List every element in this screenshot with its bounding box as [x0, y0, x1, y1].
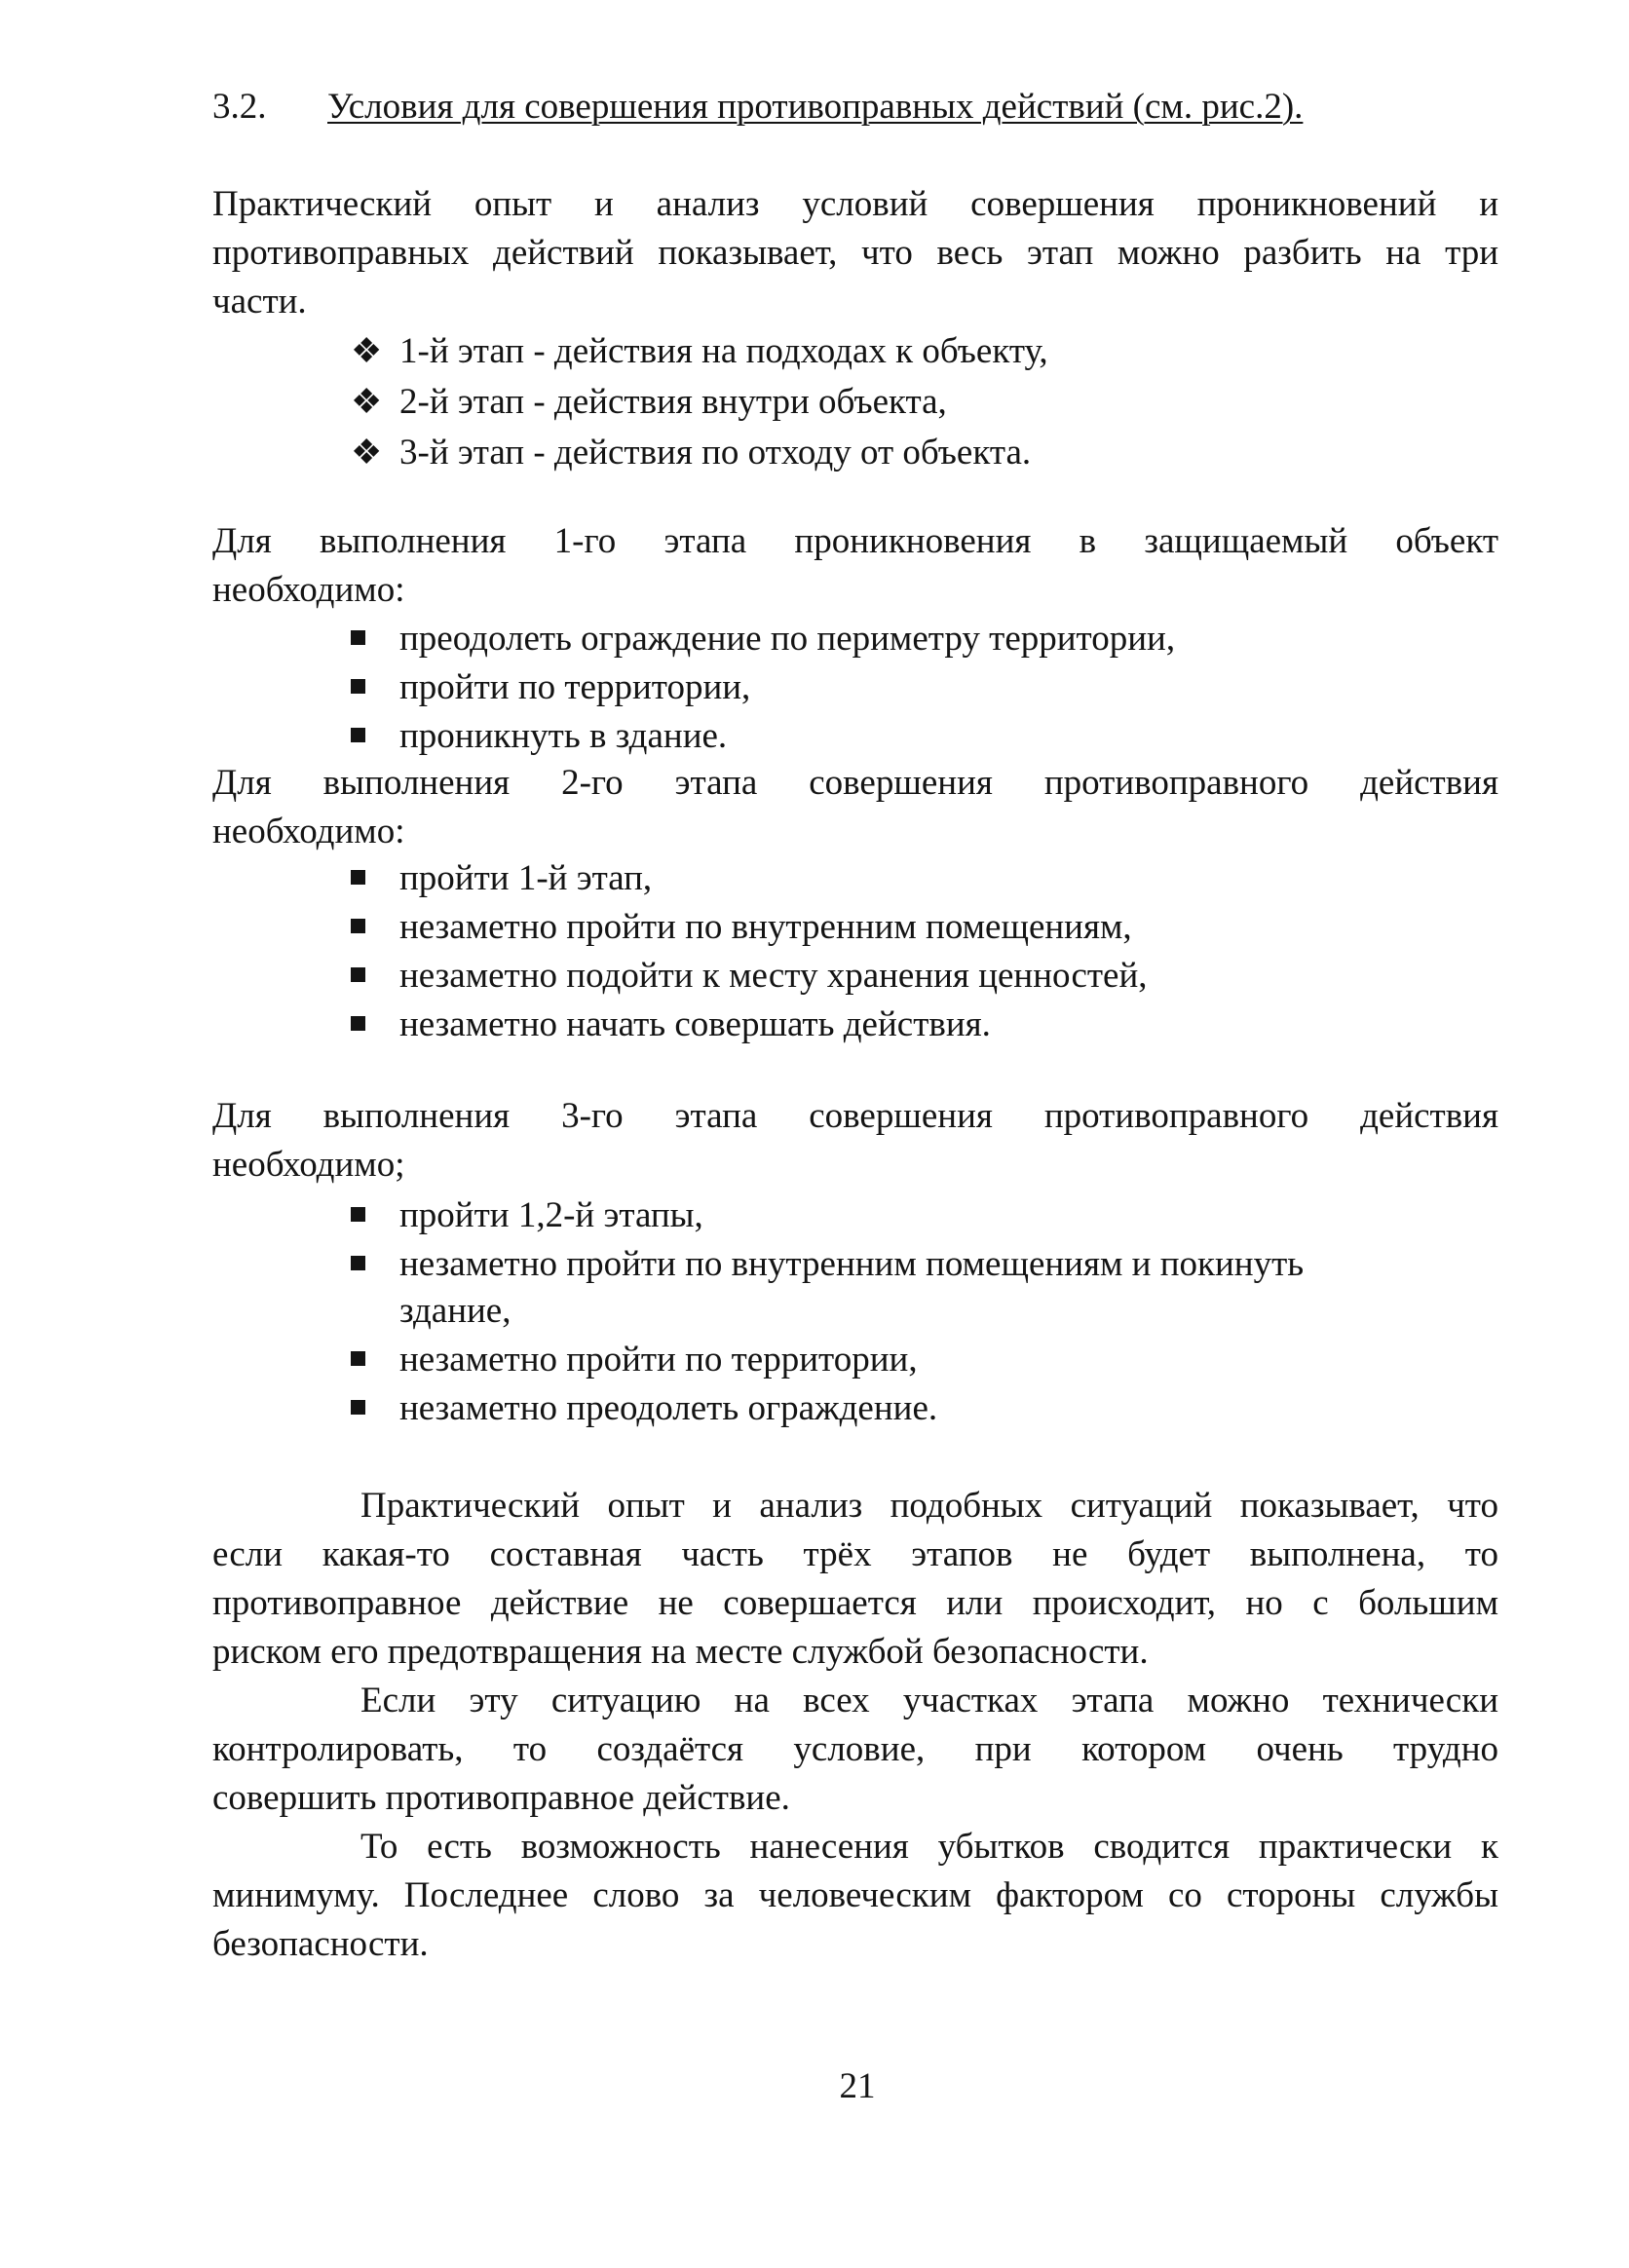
- stage-item-text: 1-й этап - действия на подходах к объекту,: [399, 331, 1048, 371]
- list-item-text: незаметно преодолеть ограждение.: [399, 1388, 938, 1428]
- diamond-bullet-icon: ❖: [351, 331, 383, 370]
- intro-line-3: части.: [212, 282, 307, 321]
- list-item: [351, 1002, 991, 1048]
- list-item-text: проникнуть в здание.: [399, 716, 728, 756]
- list-item-text: незаметно пройти по территории,: [399, 1340, 918, 1380]
- list-item: [351, 378, 947, 426]
- diamond-bullet-icon: ❖: [351, 433, 383, 472]
- conclusion-p1-line-3: противоправное действие не совершается или происходит, но с большим: [212, 1583, 1498, 1623]
- stage2-line-2: необходимо:: [212, 812, 405, 851]
- list-item: [351, 1192, 703, 1239]
- square-bullet-icon: [351, 1016, 365, 1031]
- square-bullet-icon: [351, 870, 365, 885]
- list-item: [351, 664, 750, 711]
- conclusion-p1-line-1: Практический опыт и анализ подобных ситуаций показывает, что: [360, 1486, 1498, 1526]
- list-item-continuation: здание,: [399, 1291, 511, 1331]
- square-bullet-icon: [351, 1256, 365, 1270]
- intro-line-2: противоправных действий показывает, что весь этап можно разбить на три: [212, 233, 1498, 273]
- list-item: [351, 855, 652, 902]
- list-item: [351, 327, 1048, 375]
- conclusion-p2-line-2: контролировать, то создаётся условие, при котором очень трудно: [212, 1729, 1498, 1769]
- stage-item-text: 2-й этап - действия внутри объекта,: [399, 382, 947, 422]
- conclusion-p1-line-2: если какая-то составная часть трёх этапов не будет выполнена, то: [212, 1534, 1498, 1574]
- list-item-text: пройти 1-й этап,: [399, 858, 653, 898]
- list-item-text: незаметно подойти к месту хранения ценностей,: [399, 956, 1148, 996]
- list-item-text: пройти 1,2-й этапы,: [399, 1195, 703, 1235]
- conclusion-p2-line-1: Если эту ситуацию на всех участках этапа можно технически: [360, 1681, 1498, 1720]
- list-item: [351, 616, 1175, 662]
- page-number: 21: [839, 2066, 876, 2106]
- stage1-line-2: необходимо:: [212, 570, 405, 610]
- stage1-line-1: Для выполнения 1-го этапа проникновения в защищаемый объект: [212, 521, 1498, 561]
- list-item: [351, 1337, 918, 1383]
- list-item-text: незаметно пройти по внутренним помещениям,: [399, 907, 1132, 947]
- conclusion-p3-line-1: То есть возможность нанесения убытков сводится практически к: [360, 1827, 1498, 1867]
- conclusion-p3-line-3: безопасности.: [212, 1924, 429, 1964]
- stage2-line-1: Для выполнения 2-го этапа совершения противоправного действия: [212, 763, 1498, 803]
- square-bullet-icon: [351, 728, 365, 742]
- conclusion-p3-line-2: минимуму. Последнее слово за человеческим фактором со стороны службы: [212, 1875, 1498, 1915]
- conclusion-p2-line-3: совершить противоправное действие.: [212, 1778, 790, 1818]
- stage3-line-1: Для выполнения 3-го этапа совершения противоправного действия: [212, 1096, 1498, 1136]
- square-bullet-icon: [351, 967, 365, 982]
- list-item-text: незаметно пройти по внутренним помещениям и покинуть: [399, 1244, 1305, 1284]
- intro-line-1: Практический опыт и анализ условий совершения проникновений и: [212, 184, 1498, 224]
- conclusion-p1-line-4: риском его предотвращения на месте службой безопасности.: [212, 1632, 1149, 1672]
- square-bullet-icon: [351, 919, 365, 933]
- diamond-bullet-icon: ❖: [351, 382, 383, 421]
- stage3-line-2: необходимо;: [212, 1145, 405, 1185]
- stage-item-text: 3-й этап - действия по отходу от объекта.: [399, 433, 1032, 472]
- square-bullet-icon: [351, 630, 365, 645]
- list-item-text: незаметно начать совершать действия.: [399, 1004, 991, 1044]
- list-item: [351, 1241, 1304, 1288]
- list-item-text: преодолеть ограждение по периметру территории,: [399, 619, 1176, 659]
- square-bullet-icon: [351, 679, 365, 694]
- square-bullet-icon: [351, 1207, 365, 1222]
- square-bullet-icon: [351, 1400, 365, 1415]
- list-item: [351, 953, 1148, 1000]
- list-item: [351, 904, 1132, 951]
- list-item: [351, 1385, 937, 1432]
- list-item: [351, 713, 727, 760]
- list-item: [351, 429, 1031, 476]
- section-number: 3.2.: [212, 87, 267, 127]
- section-title: Условия для совершения противоправных действий (см. рис.2).: [327, 87, 1304, 127]
- square-bullet-icon: [351, 1351, 365, 1366]
- list-item-text: пройти по территории,: [399, 667, 751, 707]
- section-heading: [212, 84, 1303, 131]
